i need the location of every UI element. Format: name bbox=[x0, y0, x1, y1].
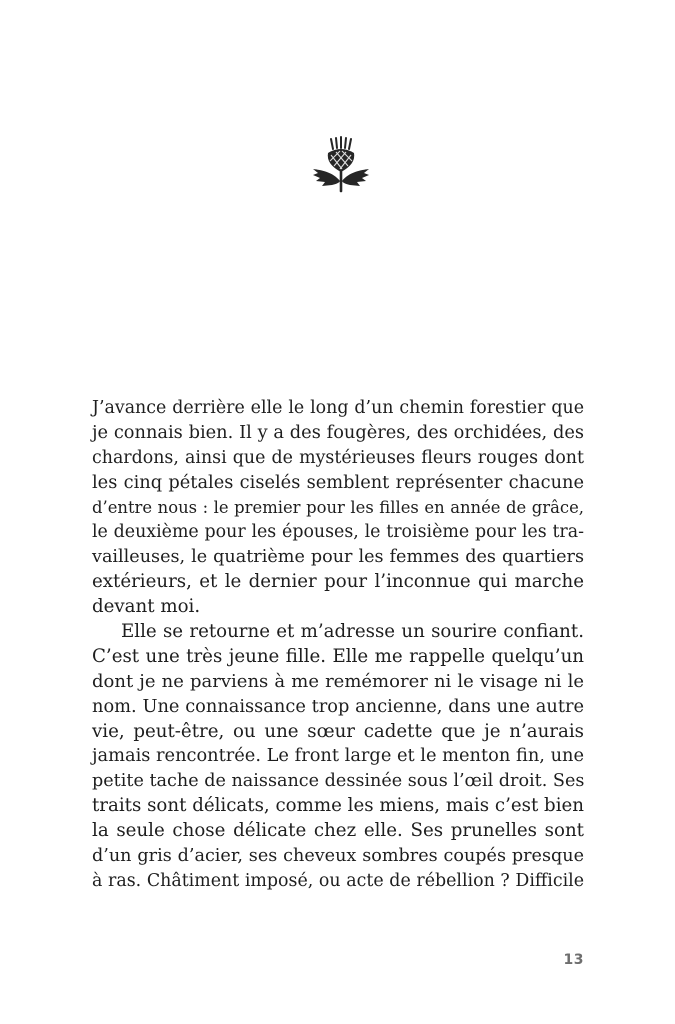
text-line: je connais bien. Il y a des fougères, des orchidées, des bbox=[92, 421, 584, 443]
text-line: extérieurs, et le dernier pour l’inconnue qui marche bbox=[92, 571, 584, 593]
body-text bbox=[92, 396, 584, 894]
text-line: Elle se retourne et m’adresse un sourire confiant. bbox=[121, 621, 584, 643]
text-line: vie, peut-être, ou une sœur cadette que je n’aurais bbox=[92, 720, 584, 742]
text-line: C’est une très jeune fille. Elle me rappelle quelqu’un bbox=[92, 645, 584, 667]
paragraph bbox=[92, 396, 584, 620]
page-number: 13 bbox=[563, 952, 584, 968]
text-line: dont je ne parviens à me remémorer ni le visage ni le bbox=[92, 670, 584, 692]
text-line: la seule chose délicate chez elle. Ses prunelles sont bbox=[92, 820, 584, 842]
text-line: nom. Une connaissance trop ancienne, dans une autre bbox=[92, 695, 584, 717]
text-line: chardons, ainsi que de mystérieuses fleurs rouges dont bbox=[92, 447, 584, 468]
text-line: d’entre nous : le premier pour les filles en année de grâce, bbox=[92, 497, 584, 517]
thistle-icon bbox=[309, 136, 373, 194]
text-line: jamais rencontrée. Le front large et le menton fin, une bbox=[92, 745, 585, 767]
text-line: à ras. Châtiment imposé, ou acte de rébellion ? Difficile bbox=[92, 870, 584, 891]
text-line: vailleuses, le quatrième pour les femmes des quartiers bbox=[92, 547, 584, 568]
text-line: le deuxième pour les épouses, le troisième pour les tra- bbox=[92, 522, 584, 543]
text-line: J’avance derrière elle le long d’un chemin forestier que bbox=[92, 398, 584, 418]
text-line: les cinq pétales ciselés semblent représenter chacune bbox=[92, 471, 584, 493]
text-line: traits sont délicats, comme les miens, mais c’est bien bbox=[92, 795, 584, 817]
paragraph bbox=[92, 620, 584, 894]
text-line: devant moi. bbox=[92, 596, 201, 618]
text-line: d’un gris d’acier, ses cheveux sombres coupés presque bbox=[92, 846, 584, 867]
text-line: petite tache de naissance dessinée sous l’œil droit. Ses bbox=[92, 771, 585, 792]
